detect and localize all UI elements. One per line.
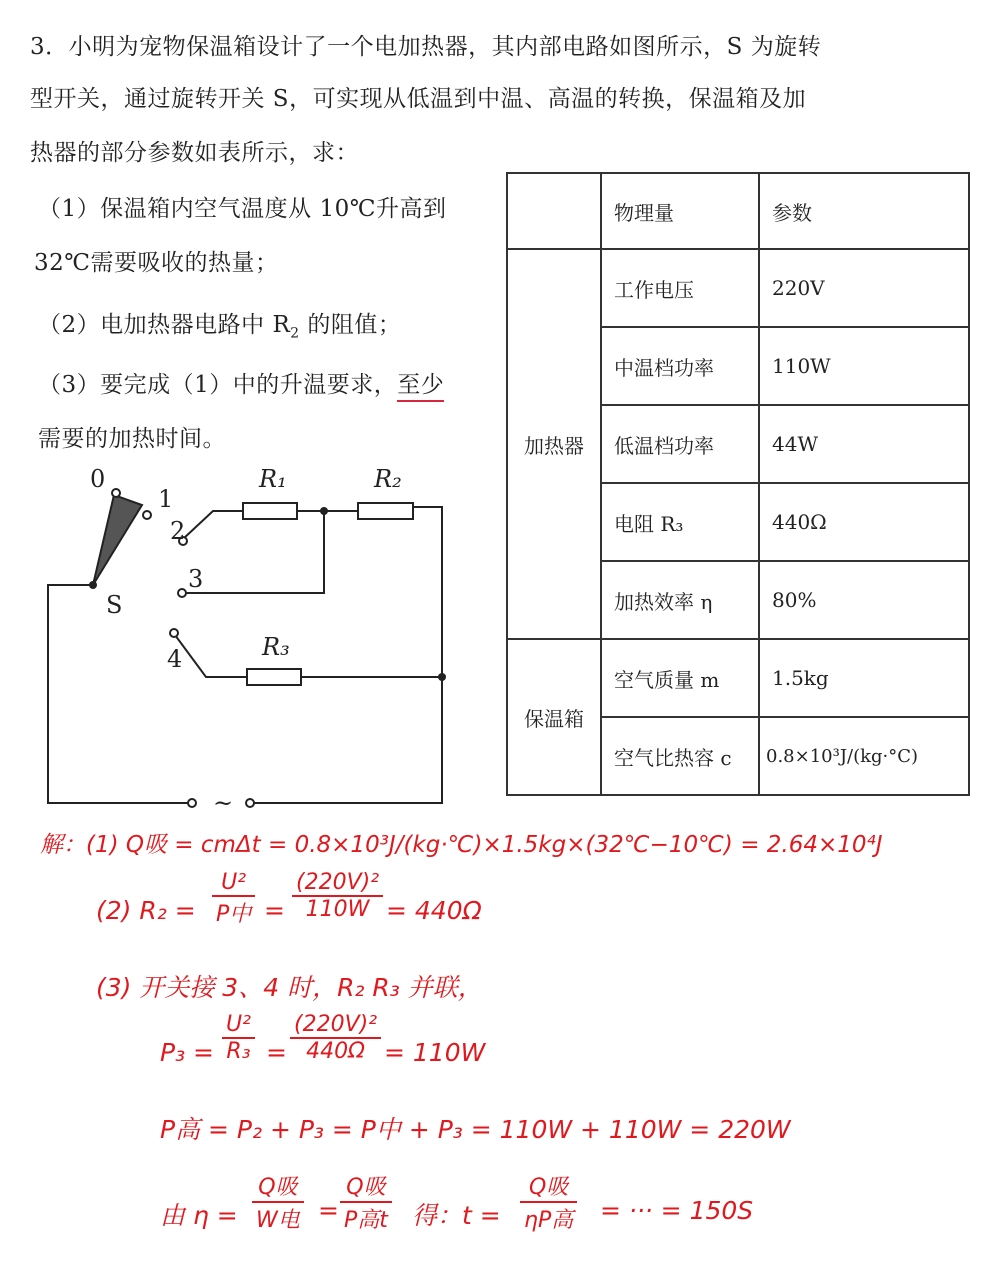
solution-line-2-result: = 440Ω [386, 896, 482, 925]
solution-line-6-fraction-1 [252, 1170, 304, 1234]
fraction-numerator: Q吸 [258, 1175, 298, 1200]
label-r1: R₁ [259, 465, 287, 493]
row-value: 0.8×10³J/(kg·°C) [759, 717, 969, 795]
terminal-3 [178, 589, 186, 597]
solution-line-6-fraction-2 [340, 1170, 392, 1234]
row-name: 加热效率 η [601, 561, 759, 639]
question-line-1: 3．小明为宠物保温箱设计了一个电加热器，其内部电路如图所示，S 为旋转 [30, 34, 822, 60]
fraction-numerator: U² [221, 870, 247, 895]
table-row [507, 249, 969, 327]
row-value: 220V [759, 249, 969, 327]
solution-line-6-fraction-3 [520, 1170, 577, 1234]
group-box: 保温箱 [507, 639, 601, 795]
switch-arm [93, 495, 142, 585]
fraction-numerator: Q吸 [528, 1175, 569, 1200]
solution-line-2-eq: = [264, 896, 285, 925]
solution-line-4-fraction-1 [222, 1012, 255, 1064]
solution-line-6-pre: 由 η = [160, 1201, 238, 1230]
terminal-0 [112, 489, 120, 497]
solution-line-4-fraction-2 [290, 1012, 381, 1064]
source-terminal-right [246, 799, 254, 807]
label-ac-source: ~ [213, 789, 234, 815]
wire-contact-2 [183, 511, 243, 539]
resistor-r1 [243, 503, 297, 519]
wire-contact-3 [185, 511, 324, 593]
table-header-blank [507, 173, 601, 249]
fraction-numerator: U² [226, 1012, 251, 1037]
label-terminal-3: 3 [188, 565, 204, 593]
part-3-pre: （3）要完成（1）中的升温要求， [38, 372, 398, 398]
group-heater: 加热器 [507, 249, 601, 639]
solution-line-6-result: = ··· = 150S [600, 1196, 754, 1225]
row-value: 1.5kg [759, 639, 969, 717]
terminal-1 [143, 511, 151, 519]
fraction-denominator: R₃ [226, 1039, 251, 1064]
solution-line-4-pre: P₃ = [160, 1038, 214, 1067]
label-terminal-1: 1 [158, 485, 174, 513]
question-line-3: 热器的部分参数如表所示，求： [30, 140, 359, 166]
resistor-r3 [247, 669, 301, 685]
source-terminal-left [188, 799, 196, 807]
solution-line-4-eq: = [266, 1038, 287, 1067]
label-terminal-2: 2 [170, 517, 186, 545]
label-r3: R₃ [262, 633, 290, 661]
junction-dot [438, 673, 446, 681]
solution-line-1: 解：(1) Q吸 = cmΔt = 0.8×10³J/(kg·℃)×1.5kg×(32℃−10℃) = 2.64×10⁴J [40, 832, 883, 858]
label-terminal-4: 4 [167, 645, 183, 673]
row-name: 工作电压 [601, 249, 759, 327]
part-2-post: 的阻值； [299, 312, 402, 338]
table-header-value: 参数 [759, 173, 969, 249]
part-3 [38, 366, 444, 399]
part-1-line-b: 32℃需要吸收的热量； [34, 250, 279, 276]
fraction-denominator: P高t [344, 1208, 388, 1233]
resistor-r2 [358, 503, 413, 519]
solution-line-2-fraction-1 [212, 870, 255, 928]
part-3-line-b: 需要的加热时间。 [38, 426, 226, 452]
fraction-denominator: ηP高 [524, 1208, 574, 1233]
solution-line-4-result: = 110W [384, 1038, 486, 1067]
solution-line-6-eq: = [318, 1196, 339, 1225]
junction-dot [320, 507, 328, 515]
row-name: 空气比热容 c [601, 717, 759, 795]
solution-line-2-pre: (2) R₂ = [96, 896, 196, 925]
part-3-underlined: 至少 [397, 372, 444, 402]
terminal-4 [170, 629, 178, 637]
label-switch: S [106, 591, 123, 619]
row-name: 电阻 R₃ [601, 483, 759, 561]
part-1-line-a: （1）保温箱内空气温度从 10℃升高到 [38, 196, 447, 222]
row-value: 80% [759, 561, 969, 639]
solution-line-5: P高 = P₂ + P₃ = P中 + P₃ = 110W + 110W = 220W [160, 1115, 791, 1144]
row-value: 44W [759, 405, 969, 483]
label-r2: R₂ [374, 465, 402, 493]
solution-line-2-fraction-2 [292, 870, 383, 922]
part-2-sub: 2 [290, 325, 300, 342]
switch-pivot [89, 581, 97, 589]
fraction-numerator: Q吸 [346, 1175, 386, 1200]
table-row [507, 639, 969, 717]
fraction-denominator: P中 [216, 902, 252, 927]
question-line-2: 型开关，通过旋转开关 S，可实现从低温到中温、高温的转换，保温箱及加 [30, 86, 807, 112]
table-header-row [507, 173, 969, 249]
row-name: 空气质量 m [601, 639, 759, 717]
fraction-numerator: (220V)² [294, 1012, 378, 1037]
solution-line-3: (3) 开关接 3、4 时，R₂ R₃ 并联， [96, 973, 483, 1002]
fraction-numerator: (220V)² [296, 870, 380, 895]
row-value: 110W [759, 327, 969, 405]
wire-contact-4 [175, 635, 247, 677]
parameter-table [506, 172, 970, 796]
fraction-denominator: 440Ω [306, 1039, 365, 1064]
table-header-quantity: 物理量 [601, 173, 759, 249]
row-name: 中温档功率 [601, 327, 759, 405]
row-value: 440Ω [759, 483, 969, 561]
solution-line-6-mid: 得：t = [412, 1201, 501, 1230]
fraction-denominator: W电 [256, 1208, 300, 1233]
row-name: 低温档功率 [601, 405, 759, 483]
part-2 [38, 306, 401, 342]
circuit-diagram [30, 455, 460, 815]
part-2-pre: （2）电加热器电路中 R [38, 312, 291, 338]
fraction-denominator: 110W [305, 897, 370, 922]
label-terminal-0: 0 [90, 465, 106, 493]
